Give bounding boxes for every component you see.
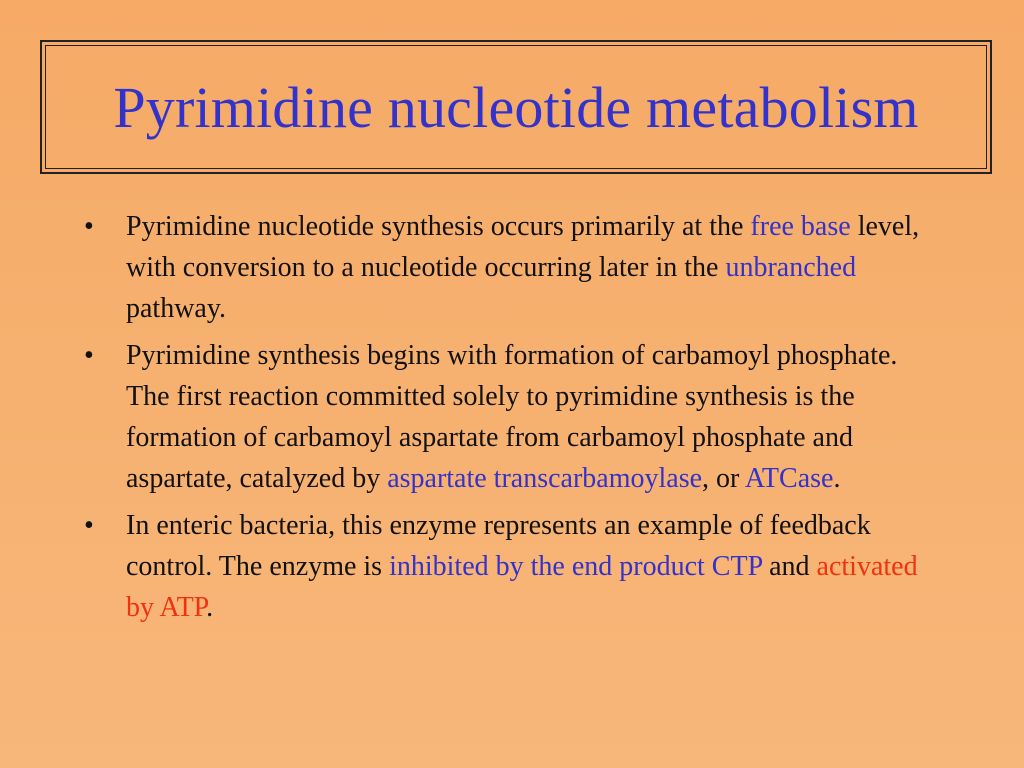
slide-title: Pyrimidine nucleotide metabolism <box>113 74 919 140</box>
bullet-text: . <box>206 592 214 623</box>
bullet-list <box>84 206 934 634</box>
bullet-text: Pyrimidine synthesis begins with formation of carbamoyl phosphate. The first reaction committed solely to pyrimidine synthesis is the formation of carbamoyl aspartate from carbamoyl phosphate and aspartate, catalyzed by <box>126 340 898 494</box>
bullet-text: In enteric bacteria, this enzyme represents an example of feedback control. The enzyme is <box>126 510 871 582</box>
highlight-unbranched: unbranched <box>725 252 857 283</box>
highlight-atcase: ATCase <box>744 463 834 494</box>
bullet-text: , or <box>702 463 745 494</box>
bullet-text: level, with conversion to a nucleotide occurring later in the <box>126 211 920 283</box>
highlight-aspartate-transcarbamoylase: aspartate transcarbamoylase <box>387 463 703 494</box>
bullet-text: Pyrimidine nucleotide synthesis occurs primarily at the <box>126 211 751 242</box>
title-frame <box>40 40 992 174</box>
bullet-icon: • <box>84 510 94 541</box>
highlight-inhibited: inhibited by the end product CTP <box>389 551 763 582</box>
bullet-item-3 <box>84 505 934 628</box>
bullet-icon: • <box>84 211 94 242</box>
bullet-text: . <box>833 463 841 494</box>
bullet-icon: • <box>84 340 94 371</box>
highlight-free-base: free base <box>750 211 851 242</box>
highlight-activated: activated by ATP <box>126 551 918 623</box>
bullet-text: pathway. <box>126 293 227 324</box>
bullet-item-2 <box>84 335 934 499</box>
bullet-text: and <box>762 551 817 582</box>
bullet-item-1 <box>84 206 934 329</box>
